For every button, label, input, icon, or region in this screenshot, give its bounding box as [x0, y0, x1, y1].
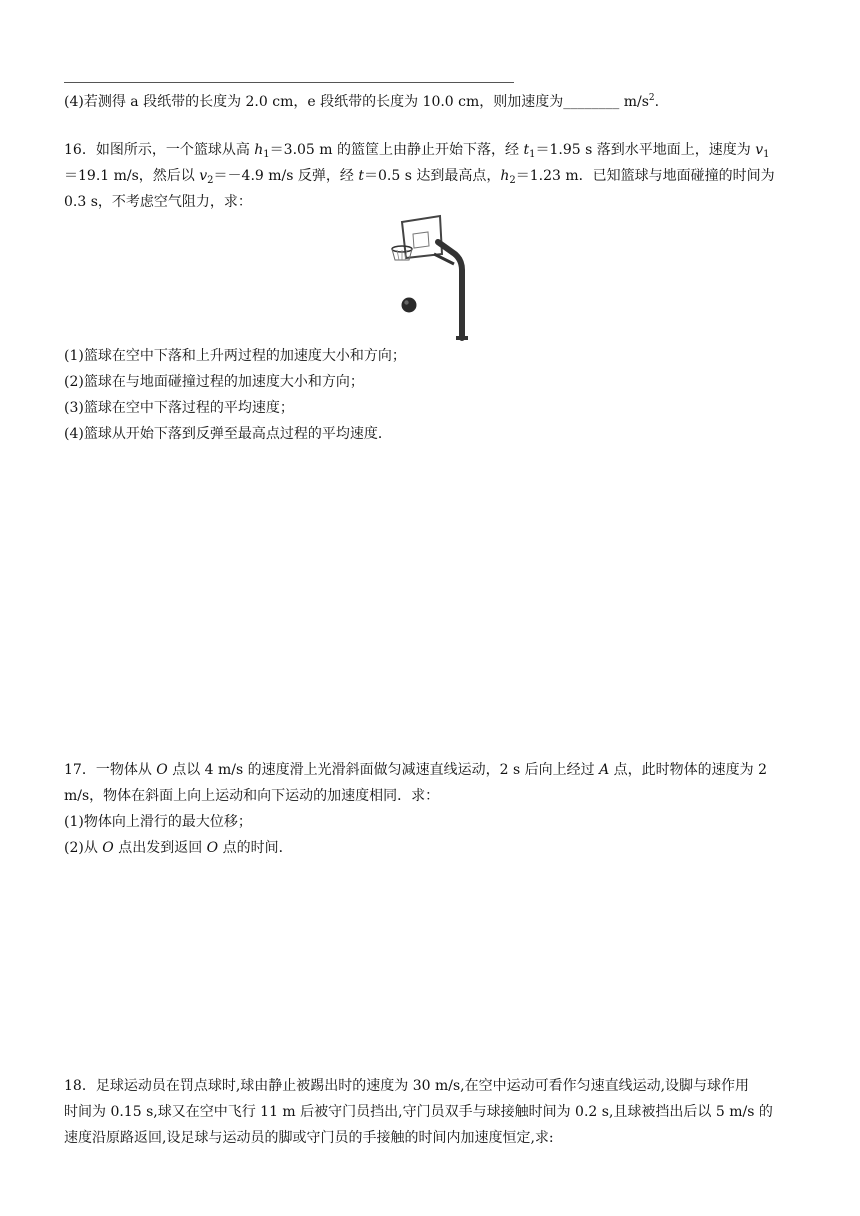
q17-text: 点的时间． [218, 840, 293, 856]
point-O: O [156, 762, 168, 778]
q16-text: ＝3.05 m 的篮筐上由静止开始下落，经 [269, 142, 524, 158]
q16-part-3: (3)篮球在空中下落过程的平均速度； [64, 400, 294, 416]
q16-text: ＝1.23 m．已知篮球与地面碰撞的时间为 [515, 168, 775, 184]
var-t: t [358, 168, 364, 184]
q15-unit-superscript: 2 [648, 93, 655, 103]
point-O: O [102, 840, 114, 856]
header-rule [64, 82, 514, 83]
q16-line-1 [64, 140, 804, 165]
var-t: t [523, 142, 530, 158]
q17-line-1 [64, 760, 804, 780]
q15-part4-end: . [654, 94, 660, 110]
q18-line-1: 18．足球运动员在罚点球时,球由静止被踢出时的速度为 30 m/s,在空中运动可看作匀速直线运动,设脚与球作用 [64, 1078, 750, 1094]
point-A: A [599, 762, 610, 778]
subscript: 1 [263, 149, 270, 160]
q16-part-2: (2)篮球在与地面碰撞过程的加速度大小和方向； [64, 374, 364, 390]
var-h: h [500, 168, 510, 184]
q18-line-2: 时间为 0.15 s,球又在空中飞行 11 m 后被守门员挡出,守门员双手与球接触时间为 0.2 s,且球被挡出后以 5 m/s 的 [64, 1104, 773, 1120]
subscript: 1 [763, 149, 770, 160]
subscript: 2 [509, 175, 516, 186]
subscript: 1 [529, 149, 536, 160]
q17-text: 点，此时物体的速度为 2 [609, 762, 768, 778]
q16-text: ＝19.1 m/s，然后以 [64, 168, 200, 184]
basketball [402, 298, 417, 313]
q16-part-1: (1)篮球在空中下落和上升两过程的加速度大小和方向； [64, 348, 406, 364]
var-v: v [199, 168, 208, 184]
var-h: h [254, 142, 264, 158]
hoop-pole [434, 242, 468, 340]
q17-text: 点以 4 m/s 的速度滑上光滑斜面做匀减速直线运动，2 s 后向上经过 [167, 762, 600, 778]
ball-highlight [404, 300, 408, 304]
q17-text: (2)从 [64, 840, 103, 856]
subscript: 2 [207, 175, 214, 186]
q17-part-1: (1)物体向上滑行的最大位移； [64, 814, 252, 830]
var-v: v [755, 142, 764, 158]
q16-text: ＝1.95 s 落到水平地面上，速度为 [535, 142, 756, 158]
q18-line-3: 速度沿原路返回,设足球与运动员的脚或守门员的手接触的时间内加速度恒定,求: [64, 1130, 554, 1146]
q17-part-2 [64, 838, 804, 858]
q16-part-4: (4)篮球从开始下落到反弹至最高点过程的平均速度． [64, 426, 392, 442]
q15-part4 [64, 88, 804, 112]
q16-text: ＝－4.9 m/s 反弹，经 [213, 168, 359, 184]
q17-line-2: m/s，物体在斜面上向上运动和向下运动的加速度相同．求： [64, 788, 440, 804]
q15-part4-text: (4)若测得 a 段纸带的长度为 2.0 cm，e 段纸带的长度为 10.0 cm，则加速度为________ m/s [64, 94, 649, 110]
q16-line-3: 0.3 s，不考虑空气阻力，求： [64, 194, 252, 210]
basketball-hoop-figure [384, 212, 476, 342]
q17-text: 点出发到返回 [113, 840, 207, 856]
q16-line-2 [64, 166, 804, 191]
point-O: O [206, 840, 219, 856]
q17-text: 17．一物体从 [64, 762, 157, 778]
q16-text: ＝0.5 s 达到最高点， [363, 168, 501, 184]
q16-text: 16．如图所示，一个篮球从高 [64, 142, 255, 158]
